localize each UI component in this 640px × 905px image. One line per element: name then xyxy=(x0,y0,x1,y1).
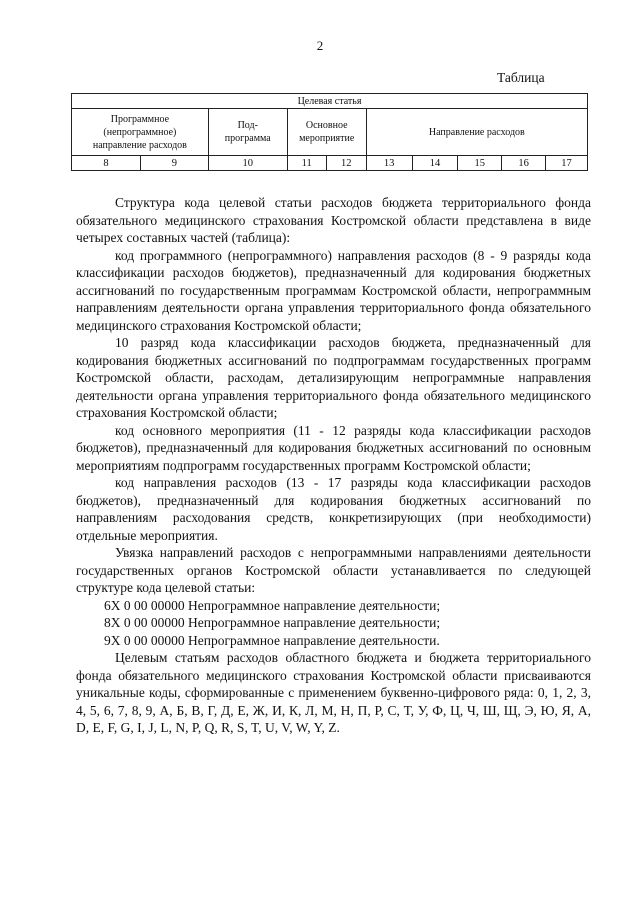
subprogram-header: Под-программа xyxy=(208,109,287,156)
digit-cell: 15 xyxy=(458,156,502,171)
paragraph: код направления расходов (13 - 17 разряды кода классификации расходов бюджетов), предназначенный для кодирования бюджетных ассигнований по направлениям расходования средств, конкретизирующих (при необходимости) отдельные мероприятия. xyxy=(76,475,591,543)
code-line: 6Х 0 00 00000 Непрограммное направление деятельности; xyxy=(104,597,441,613)
paragraph: 10 разряд кода классификации расходов бюджета, предназначенный для кодирования бюджетных ассигнований по подпрограммам государственных программ Костромской области, расходам, детализирующим непрограммные направления деятельности органа управления территориального фонда обязательного медицинского страхования Костромской области; xyxy=(76,335,591,420)
digit-cell: 16 xyxy=(502,156,546,171)
code-line: 8Х 0 00 00000 Непрограммное направление деятельности; xyxy=(104,615,441,630)
digit-cell: 9 xyxy=(140,156,208,171)
table-caption: Таблица xyxy=(497,70,545,85)
paragraph: Структура кода целевой статьи расходов бюджета территориального фонда обязательного медицинского страхования Костромской области представлена в виде четырех составных частей (таблица): xyxy=(76,195,591,245)
digit-cell: 12 xyxy=(326,156,366,171)
paragraph: код основного мероприятия (11 - 12 разряды кода классификации расходов бюджетов), предназначенный для кодирования бюджетных ассигнований по основным мероприятиям подпрограмм государственных программ Костромской области; xyxy=(76,422,591,473)
paragraph: Целевым статьям расходов областного бюджета и бюджета территориального фонда обязательного медицинского страхования Костромской области присваиваются уникальные коды, сформированные с применением буквенно-цифрового ряда: 0, 1, 2, 3, 4, 5, 6, 7, 8, 9, А, Б, В, Г, Д, Е, Ж, И, К, Л, М, Н, П, Р, С, Т, У, Ф, Ц, Ч, Ш, Щ, Э, Ю, Я, A, D, E, F, G, I, J, L, N, P, Q, R, S, T, U, V, W, Y, Z. xyxy=(76,650,591,735)
digit-cell: 13 xyxy=(366,156,412,171)
expense-direction-header: Направление расходов xyxy=(366,109,587,156)
page-number: 2 xyxy=(316,38,324,53)
target-article-header: Целевая статья xyxy=(72,94,588,109)
code-structure-table xyxy=(71,93,588,171)
paragraph: Увязка направлений расходов с непрограммными направлениями деятельности государственных органов Костромской области устанавливается по следующей структуре кода целевой статьи: xyxy=(76,545,591,595)
digit-cell: 8 xyxy=(72,156,141,171)
main-activity-header: Основное мероприятие xyxy=(287,109,366,156)
digit-cell: 14 xyxy=(412,156,458,171)
digit-cell: 17 xyxy=(546,156,588,171)
document-body xyxy=(76,194,591,737)
program-direction-header: Программное (непрограммное) направление расходов xyxy=(72,109,209,156)
digit-cell: 10 xyxy=(208,156,287,171)
code-line: 9Х 0 00 00000 Непрограммное направление деятельности. xyxy=(104,632,440,648)
digit-cell: 11 xyxy=(287,156,326,171)
paragraph: код программного (непрограммного) направления расходов (8 - 9 разряды кода классификации расходов бюджетов), предназначенный для кодирования бюджетных ассигнований по государственным программам Костромской области, непрограммным направлениям деятельности органа управления территориального фонда обязательного медицинского страхования Костромской области; xyxy=(76,247,591,333)
